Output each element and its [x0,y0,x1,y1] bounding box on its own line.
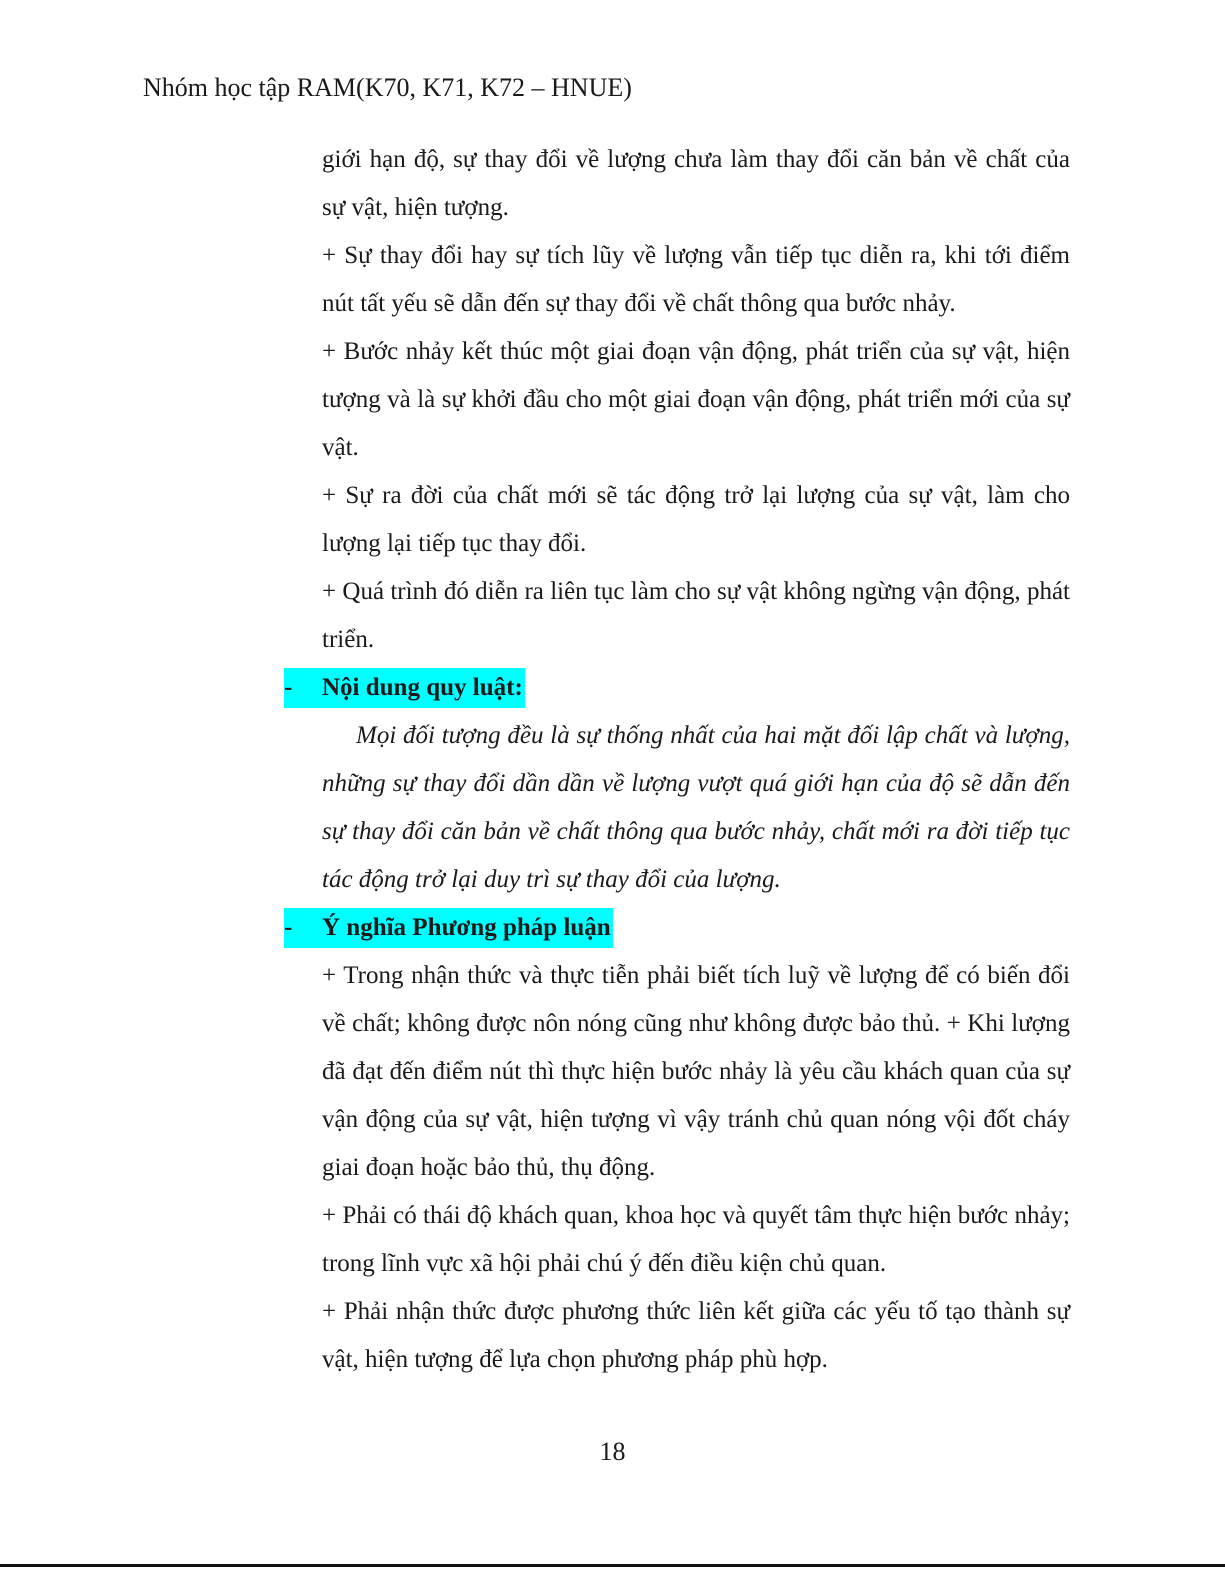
document-body [284,136,1070,1384]
paragraph-new-quality: + Sự ra đời của chất mới sẽ tác động trở lại lượng của sự vật, làm cho lượng lại tiếp tục thay đổi. [322,482,1070,557]
bullet-dash: - [284,674,293,701]
page-header: Nhóm học tập RAM(K70, K71, K72 – HNUE) [143,73,632,102]
bullet-dash: - [284,914,293,941]
section-heading-methodology [284,904,1070,952]
page-number: 18 [599,1437,626,1466]
heading-highlight [284,668,525,708]
heading-highlight [284,908,613,948]
paragraph-continuation: giới hạn độ, sự thay đổi về lượng chưa làm thay đổi căn bản về chất của sự vật, hiện tượng. [322,146,1070,221]
paragraph-quantity-accumulation: + Sự thay đổi hay sự tích lũy về lượng vẫn tiếp tục diễn ra, khi tới điểm nút tất yếu sẽ dẫn đến sự thay đổi về chất thông qua bước nhảy. [322,242,1070,317]
paragraph-leap-stage: + Bước nhảy kết thúc một giai đoạn vận động, phát triển của sự vật, hiện tượng và là sự khởi đầu cho một giai đoạn vận động, phát triển mới của sự vật. [322,338,1070,461]
heading-text: Nội dung quy luật: [322,674,523,701]
heading-text: Ý nghĩa Phương pháp luận [322,914,611,941]
methodology-paragraph: + Phải nhận thức được phương thức liên kết giữa các yếu tố tạo thành sự vật, hiện tượng để lựa chọn phương pháp phù hợp. [322,1298,1070,1373]
section-heading-law-content [284,664,1070,712]
law-content-body: Mọi đối tượng đều là sự thống nhất của hai mặt đối lập chất và lượng, những sự thay đổi dần dần về lượng vượt quá giới hạn của độ sẽ dẫn đến sự thay đổi căn bản về chất thông qua bước nhảy, chất mới ra đời tiếp tục tác động trở lại duy trì sự thay đổi của lượng. [322,722,1070,893]
paragraph-continuous-process: + Quá trình đó diễn ra liên tục làm cho sự vật không ngừng vận động, phát triển. [322,578,1070,653]
methodology-paragraph: + Trong nhận thức và thực tiễn phải biết tích luỹ về lượng để có biến đổi về chất; không được nôn nóng cũng như không được bảo thủ. + Khi lượng đã đạt đến điểm nút thì thực hiện bước nhảy là yêu cầu khách quan của sự vận động của sự vật, hiện tượng vì vậy tránh chủ quan nóng vội đốt cháy giai đoạn hoặc bảo thủ, thụ động. [322,962,1070,1181]
bottom-rule [0,1564,1225,1567]
methodology-paragraph: + Phải có thái độ khách quan, khoa học và quyết tâm thực hiện bước nhảy; trong lĩnh vực xã hội phải chú ý đến điều kiện chủ quan. [322,1202,1070,1277]
